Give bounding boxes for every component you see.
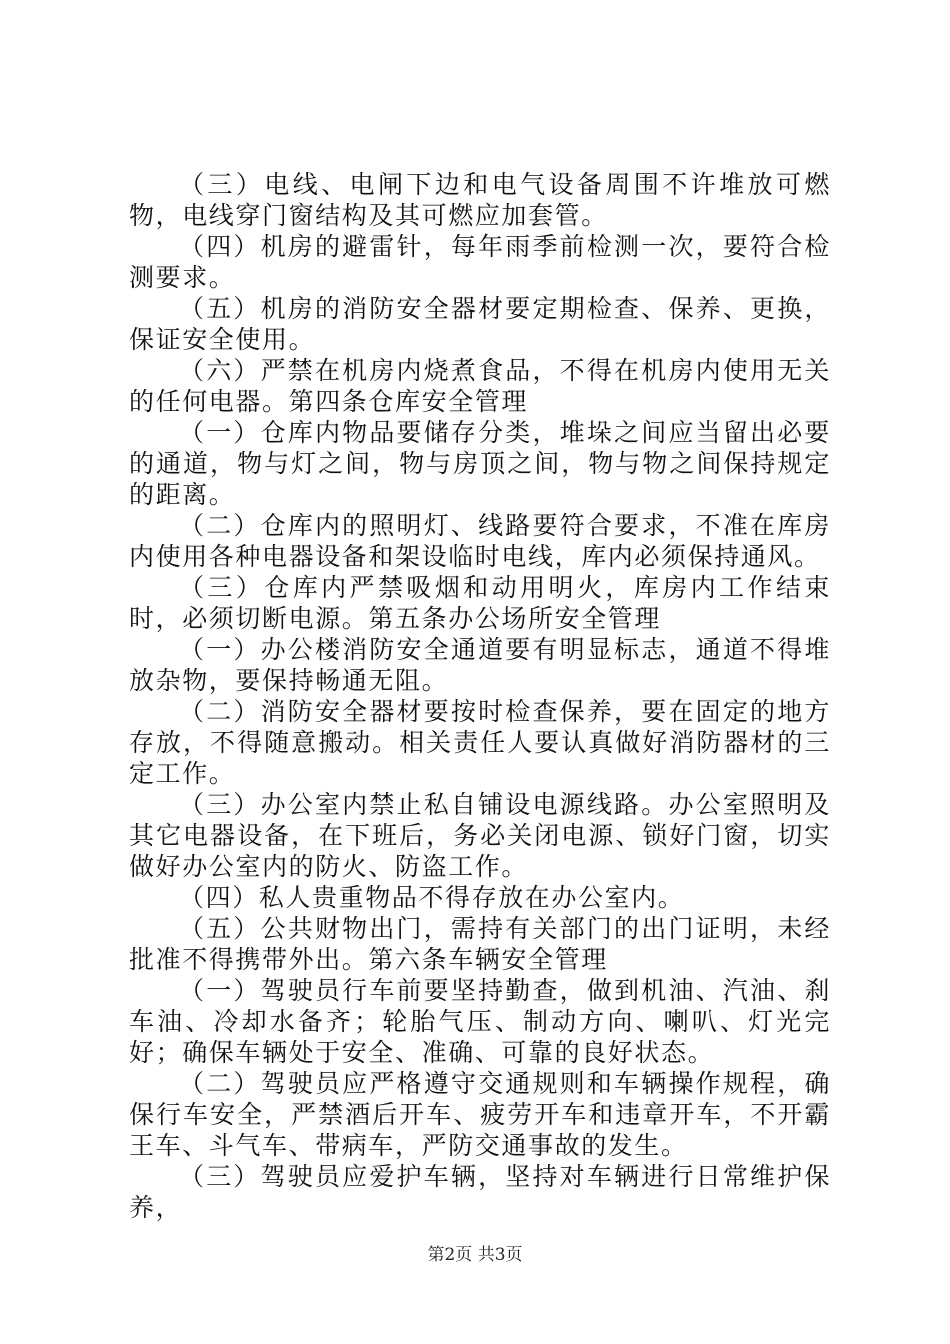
paragraph: （一）驾驶员行车前要坚持勤查，做到机油、汽油、刹车油、冷却水备齐；轮胎气压、制动方向、喇叭、灯光完好；确保车辆处于安全、准确、可靠的良好状态。 [129,976,831,1067]
paragraph: （五）机房的消防安全器材要定期检查、保养、更换，保证安全使用。 [129,294,831,354]
paragraph: （一）办公楼消防安全通道要有明显标志，通道不得堆放杂物，要保持畅通无阻。 [129,635,831,695]
paragraph: （四）私人贵重物品不得存放在办公室内。 [179,883,685,912]
paragraph: （二）驾驶员应严格遵守交通规则和车辆操作规程，确保行车安全，严禁酒后开车、疲劳开车和违章开车，不开霸王车、斗气车、带病车，严防交通事故的发生。 [129,1069,831,1160]
paragraph: （一）仓库内物品要储存分类，堆垛之间应当留出必要的通道，物与灯之间，物与房顶之间，物与物之间保持规定的距离。 [129,418,831,509]
paragraph: （六）严禁在机房内烧煮食品，不得在机房内使用无关的任何电器。第四条仓库安全管理 [129,356,831,416]
paragraph: （四）机房的避雷针，每年雨季前检测一次，要符合检测要求。 [129,232,831,292]
paragraph: （三）办公室内禁止私自铺设电源线路。办公室照明及其它电器设备，在下班后，务必关闭电源、锁好门窗，切实做好办公室内的防火、防盗工作。 [129,790,831,881]
paragraph: （二）消防安全器材要按时检查保养，要在固定的地方存放，不得随意搬动。相关责任人要认真做好消防器材的三定工作。 [129,697,831,788]
paragraph: （三）电线、电闸下边和电气设备周围不许堆放可燃物，电线穿门窗结构及其可燃应加套管。 [129,170,831,230]
paragraph: （五）公共财物出门，需持有关部门的出门证明，未经批准不得携带外出。第六条车辆安全管理 [129,914,831,974]
paragraph: （三）驾驶员应爱护车辆，坚持对车辆进行日常维护保养， [129,1162,831,1222]
paragraph: （二）仓库内的照明灯、线路要符合要求，不准在库房内使用各种电器设备和架设临时电线，库内必须保持通风。 [129,511,831,571]
document-body [129,169,831,1223]
page-footer: 第2页 共3页 [427,1245,523,1265]
paragraph: （三）仓库内严禁吸烟和动用明火，库房内工作结束时，必须切断电源。第五条办公场所安全管理 [129,573,831,633]
